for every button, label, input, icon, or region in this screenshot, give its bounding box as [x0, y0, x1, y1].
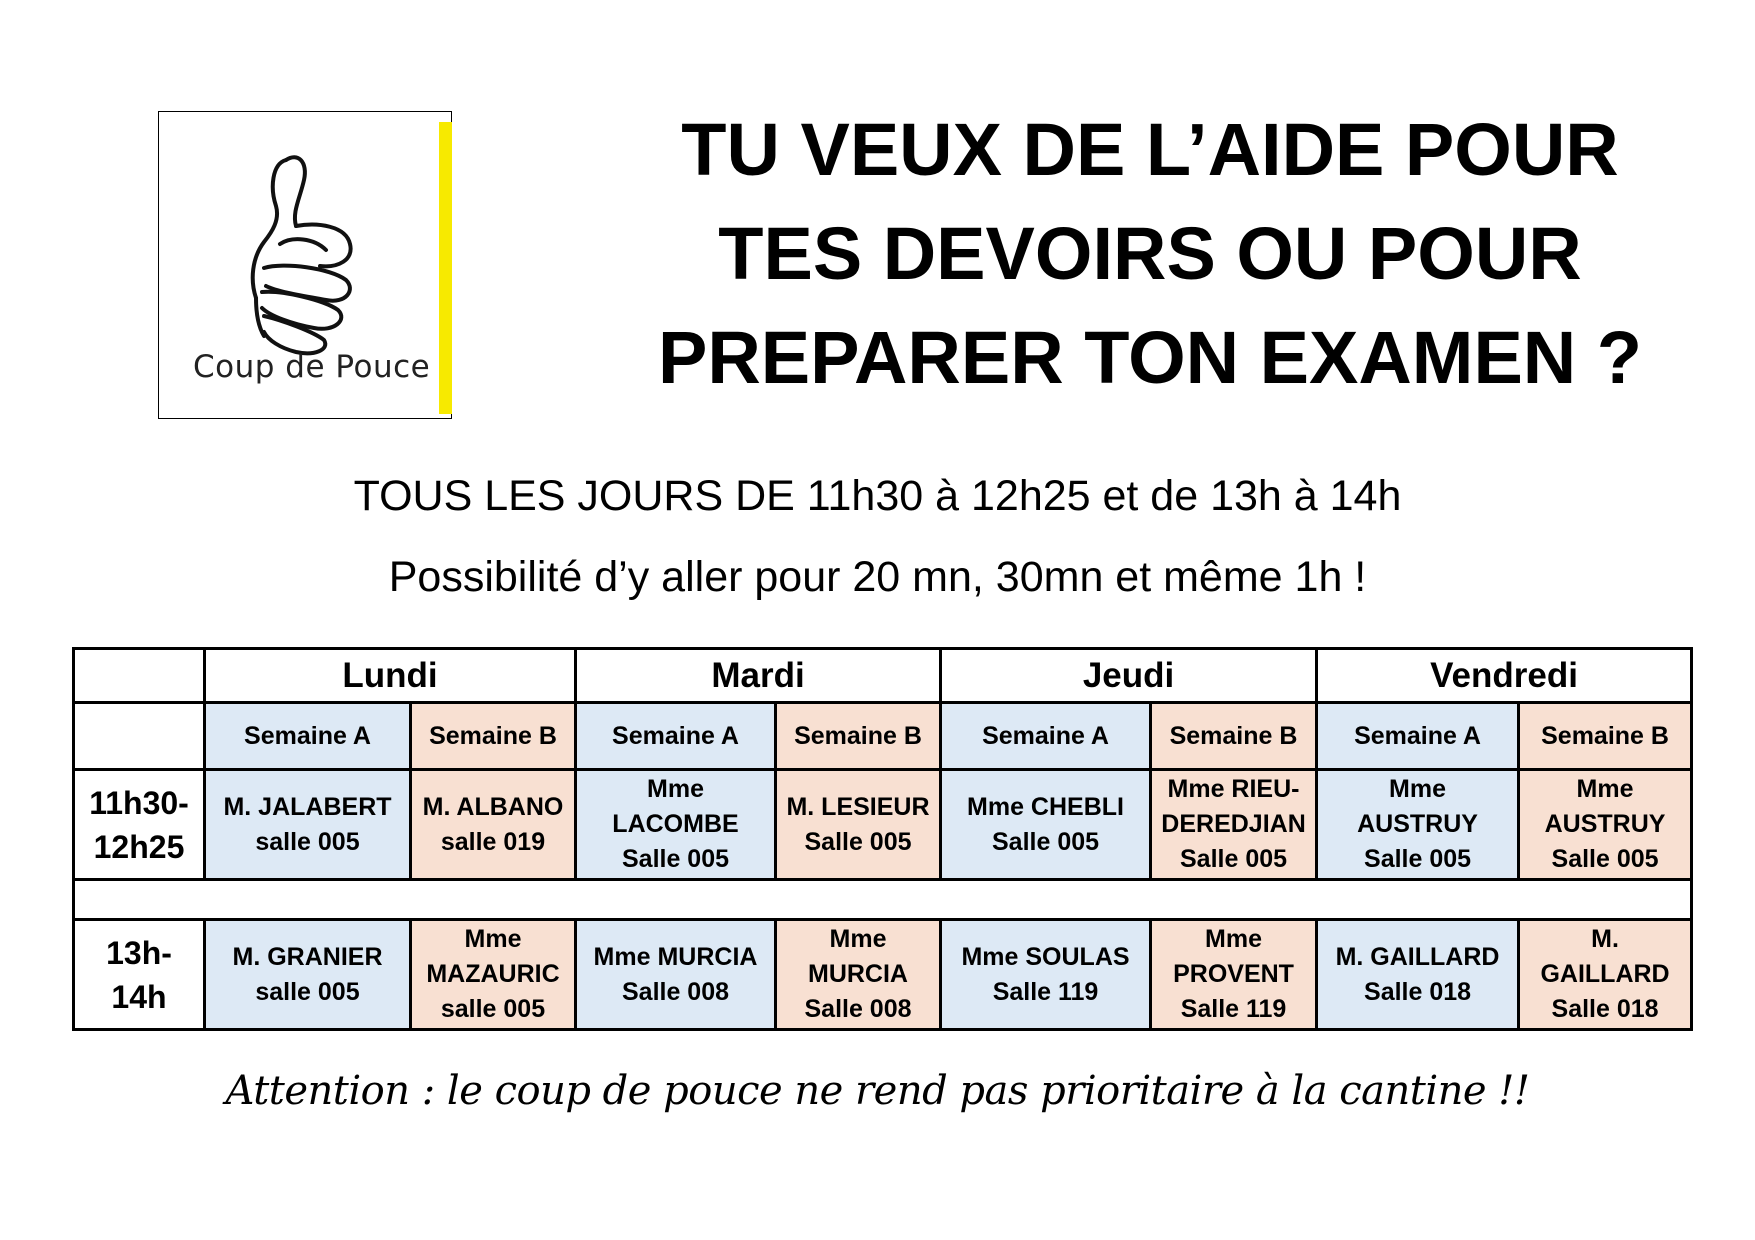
footer-warning: Attention : le coup de pouce ne rend pas prioritaire à la cantine !!	[225, 1068, 1530, 1114]
schedule-cell: Mme AUSTRUY Salle 005	[1317, 770, 1519, 880]
day-header-mardi: Mardi	[576, 649, 941, 703]
logo	[158, 111, 452, 419]
week-header: Semaine A	[1317, 703, 1519, 770]
schedule-cell: Mme LACOMBE Salle 005	[576, 770, 776, 880]
spacer-cell	[74, 880, 1692, 920]
schedule-cell: M. GRANIER salle 005	[205, 920, 411, 1030]
logo-text: Coup de Pouce	[193, 349, 431, 385]
schedule-cell: M. JALABERT salle 005	[205, 770, 411, 880]
headline-line-1: TU VEUX DE L’AIDE POUR	[681, 108, 1619, 191]
headline-line-3: PREPARER TON EXAMEN ?	[657, 316, 1643, 399]
day-header-row	[74, 649, 1692, 703]
week-header: Semaine B	[776, 703, 941, 770]
duration-note: Possibilité d’y aller pour 20 mn, 30mn et même 1h !	[388, 553, 1367, 601]
schedule-cell: Mme PROVENT Salle 119	[1151, 920, 1317, 1030]
schedule-cell: M. LESIEUR Salle 005	[776, 770, 941, 880]
schedule-hours: TOUS LES JOURS DE 11h30 à 12h25 et de 13h à 14h	[353, 472, 1402, 520]
schedule-cell: Mme MURCIA Salle 008	[776, 920, 941, 1030]
spacer-row	[74, 880, 1692, 920]
schedule-cell: Mme MAZAURIC salle 005	[411, 920, 576, 1030]
week-header: Semaine B	[1519, 703, 1692, 770]
schedule-table	[72, 647, 1693, 1031]
week-header: Semaine B	[1151, 703, 1317, 770]
schedule-cell: Mme SOULAS Salle 119	[941, 920, 1151, 1030]
schedule-cell: Mme CHEBLI Salle 005	[941, 770, 1151, 880]
slot-label: 13h- 14h	[74, 920, 205, 1030]
schedule-cell: Mme MURCIA Salle 008	[576, 920, 776, 1030]
schedule-cell: Mme RIEU- DEREDJIAN Salle 005	[1151, 770, 1317, 880]
schedule-cell: M. ALBANO salle 019	[411, 770, 576, 880]
corner-cell	[74, 703, 205, 770]
day-header-vendredi: Vendredi	[1317, 649, 1692, 703]
week-header: Semaine A	[576, 703, 776, 770]
week-header: Semaine B	[411, 703, 576, 770]
week-header-row	[74, 703, 1692, 770]
slot-row-afternoon	[74, 920, 1692, 1030]
corner-cell	[74, 649, 205, 703]
week-header: Semaine A	[941, 703, 1151, 770]
logo-accent-bar	[439, 122, 452, 414]
schedule-cell: M. GAILLARD Salle 018	[1519, 920, 1692, 1030]
thumbs-up-icon	[234, 140, 364, 360]
day-header-lundi: Lundi	[205, 649, 576, 703]
slot-row-morning	[74, 770, 1692, 880]
headline	[620, 98, 1680, 410]
schedule-cell: M. GAILLARD Salle 018	[1317, 920, 1519, 1030]
slot-label: 11h30- 12h25	[74, 770, 205, 880]
day-header-jeudi: Jeudi	[941, 649, 1317, 703]
week-header: Semaine A	[205, 703, 411, 770]
schedule-cell: Mme AUSTRUY Salle 005	[1519, 770, 1692, 880]
headline-line-2: TES DEVOIRS OU POUR	[718, 212, 1582, 295]
